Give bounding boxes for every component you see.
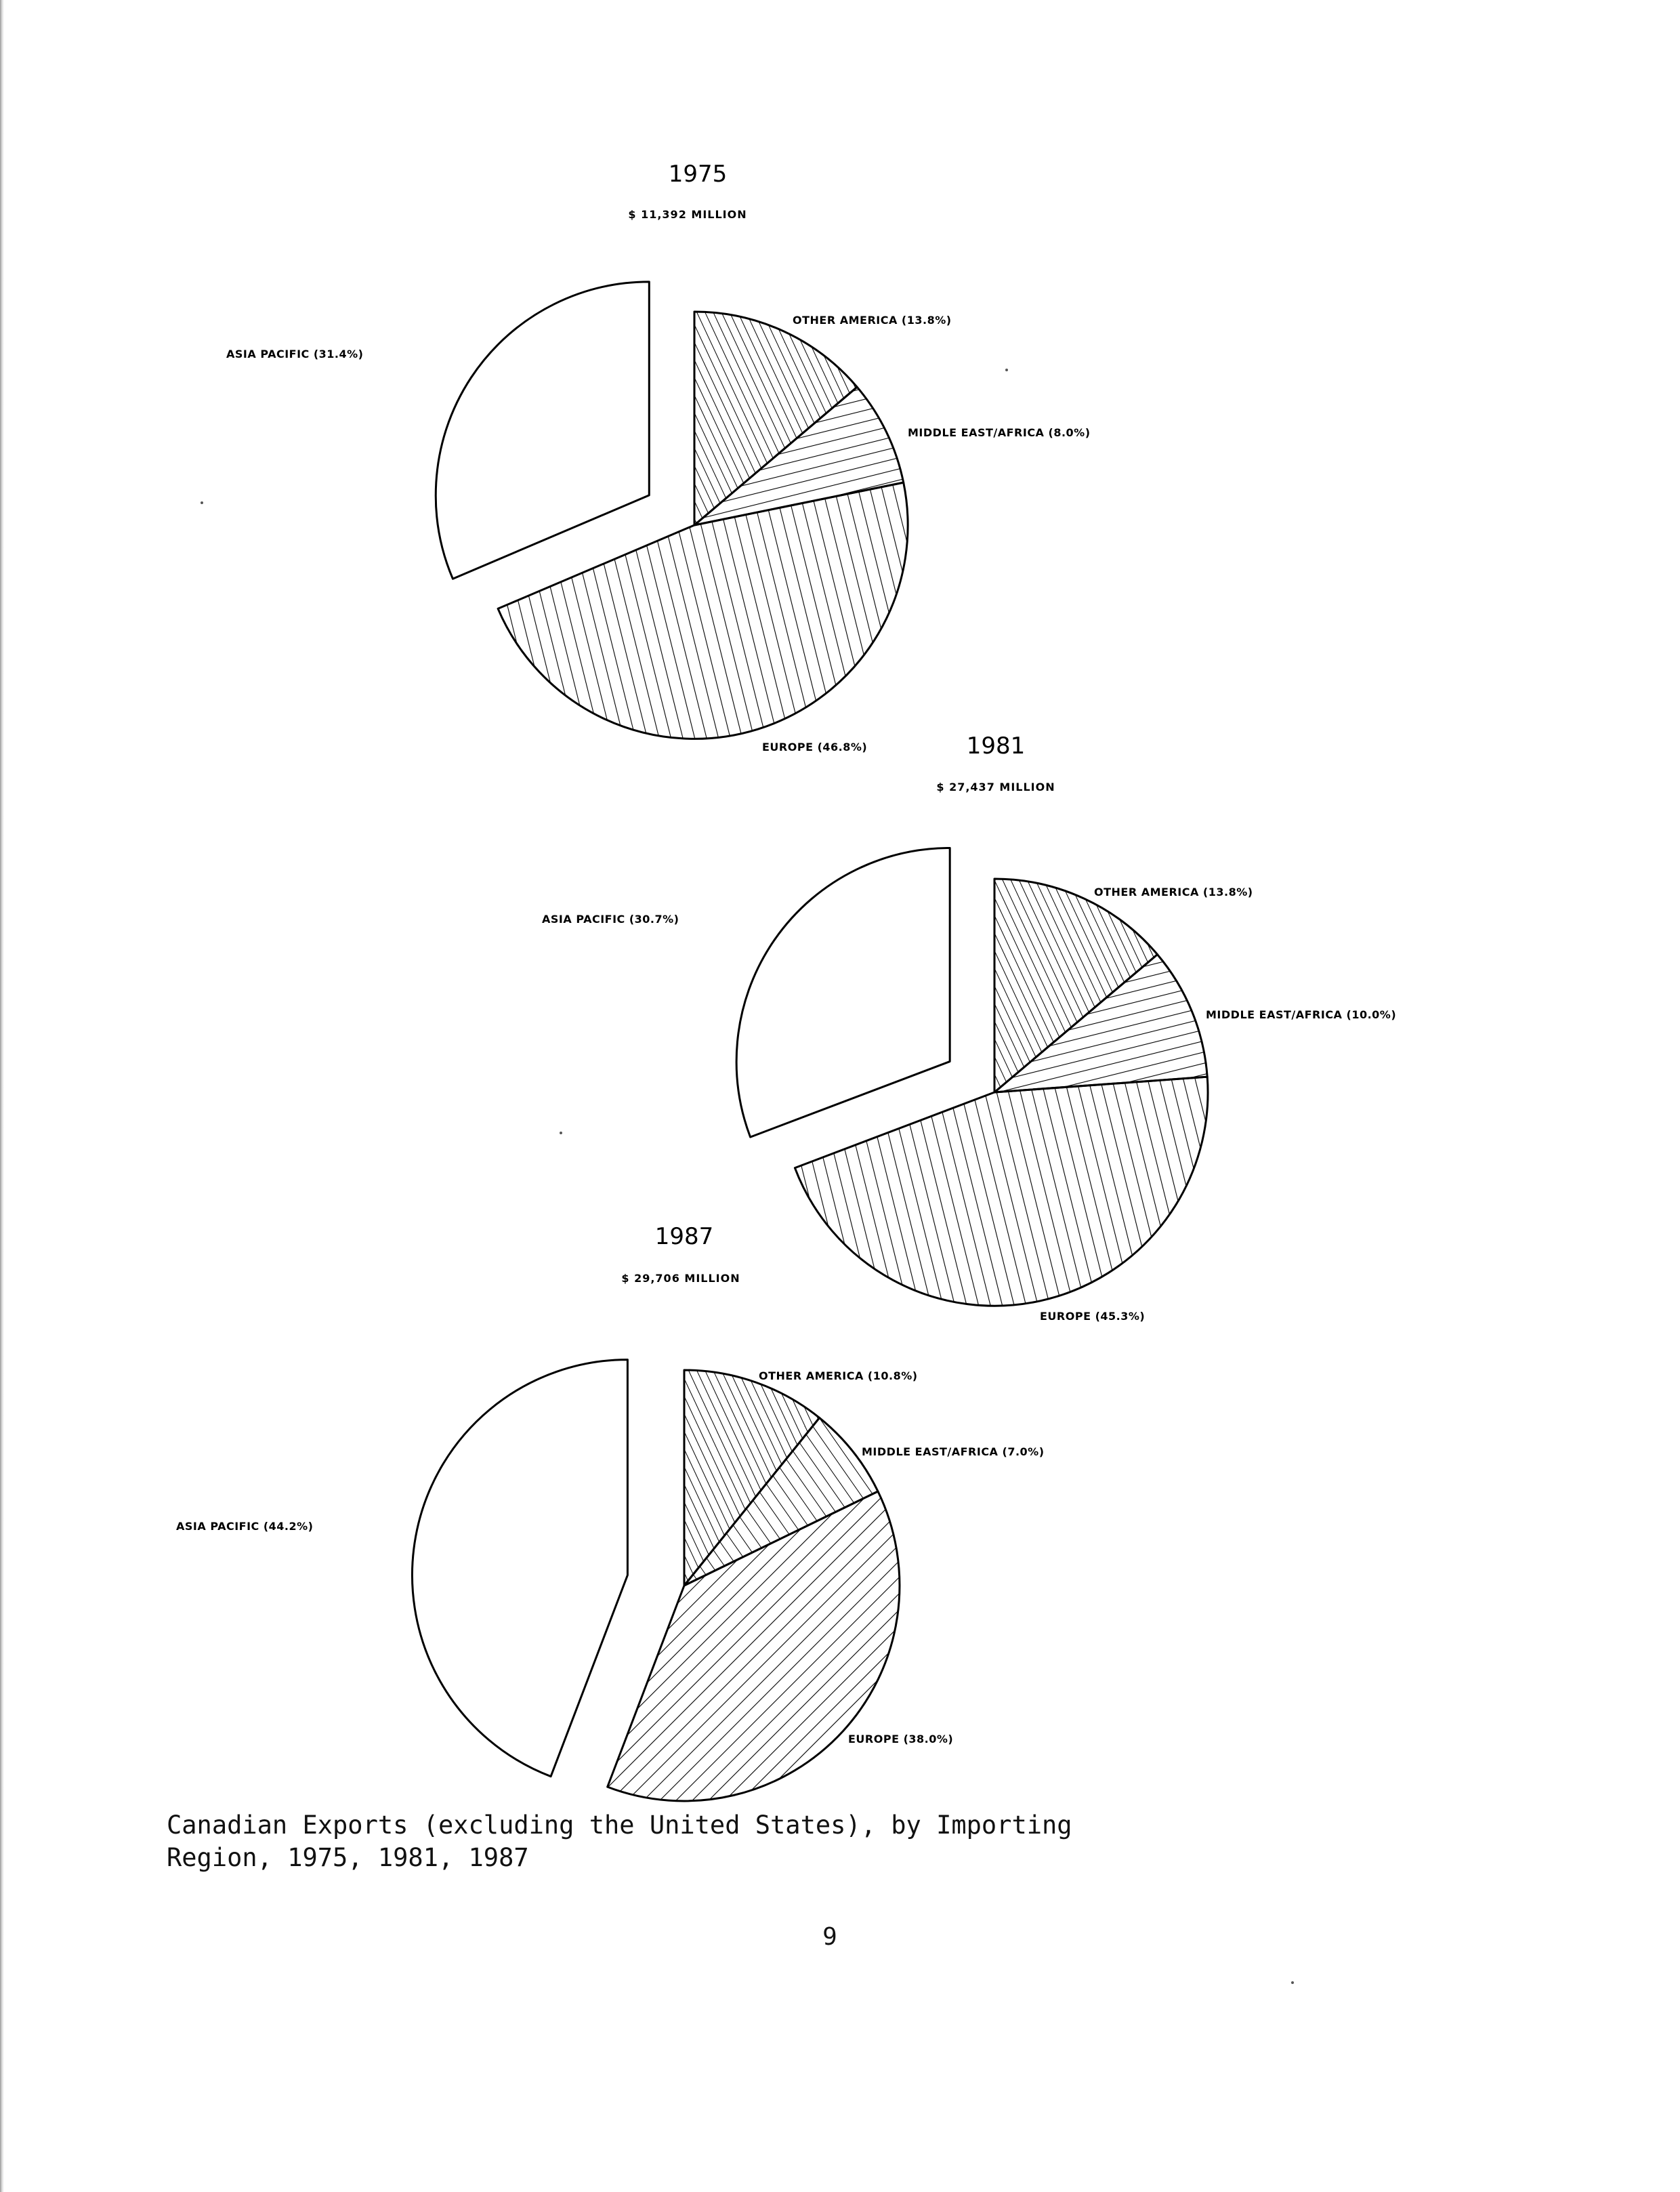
scan-speck [201,501,203,504]
chart-1975 [226,161,1091,753]
scan-speck [1005,369,1008,371]
chart-1981-title: 1981 [966,732,1026,760]
pie-slice-europe [795,1077,1208,1306]
slice-label-asia-pacific: ASIA PACIFIC (31.4%) [226,348,364,360]
slice-label-asia-pacific: ASIA PACIFIC (44.2%) [176,1520,314,1533]
page-number: 9 [822,1923,837,1951]
slice-label-middle-east-africa: MIDDLE EAST/AFRICA (8.0%) [908,426,1091,439]
scan-speck [560,1132,562,1134]
slice-label-other-america: OTHER AMERICA (13.8%) [1094,886,1253,898]
pie-slice-asia-pacific [736,848,950,1138]
chart-1975-total: $ 11,392 MILLION [628,208,747,221]
caption-line-2: Region, 1975, 1981, 1987 [167,1843,529,1872]
pie-slice-asia-pacific [412,1360,627,1777]
slice-label-europe: EUROPE (46.8%) [762,741,868,753]
chart-1975-title: 1975 [668,161,728,188]
slice-label-other-america: OTHER AMERICA (10.8%) [759,1369,918,1382]
slice-label-other-america: OTHER AMERICA (13.8%) [793,314,952,327]
caption-line-1: Canadian Exports (excluding the United States), by Importing [167,1811,1072,1840]
pie-slice-asia-pacific [436,282,649,579]
slice-label-middle-east-africa: MIDDLE EAST/AFRICA (7.0%) [862,1445,1045,1458]
slice-label-europe: EUROPE (38.0%) [848,1733,954,1745]
chart-1987-title: 1987 [654,1223,714,1250]
chart-1981-total: $ 27,437 MILLION [936,781,1055,793]
slice-label-europe: EUROPE (45.3%) [1040,1310,1146,1323]
figure-caption [167,1809,1318,1874]
scan-speck [1291,1981,1294,1984]
slice-label-middle-east-africa: MIDDLE EAST/AFRICA (10.0%) [1206,1008,1397,1021]
chart-1987 [176,1223,1045,1801]
chart-1987-total: $ 29,706 MILLION [621,1272,740,1285]
slice-label-asia-pacific: ASIA PACIFIC (30.7%) [542,913,679,926]
